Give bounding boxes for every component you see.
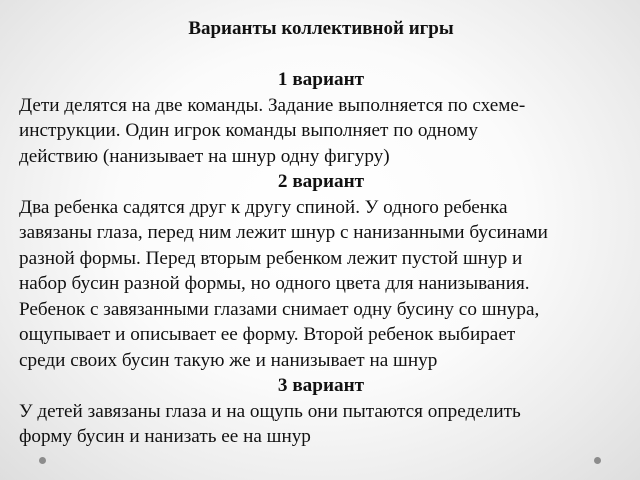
text-line: Два ребенка садятся друг к другу спиной. У одного ребенка <box>19 196 508 218</box>
slide-dot-left <box>39 457 46 464</box>
text-line: инструкции. Один игрок команды выполняет по одному <box>19 120 478 141</box>
text-line: разной формы. Перед вторым ребенком лежит пустой шнур и <box>19 247 523 269</box>
variant-3-text <box>19 399 623 450</box>
text-line: Дети делятся на две команды. Задание выполняется по схеме- <box>19 94 526 116</box>
text-line: У детей завязаны глаза и на ощупь они пытаются определить <box>19 400 521 422</box>
text-line: Ребенок с завязанными глазами снимает одну бусину со шнура, <box>19 298 540 320</box>
variant-1-text <box>19 93 623 170</box>
variant-1-heading: 1 вариант <box>277 69 365 90</box>
spacer <box>19 42 623 68</box>
text-line: действию (нанизывает на шнур одну фигуру) <box>19 145 390 167</box>
slide-content <box>19 16 623 450</box>
text-line: среди своих бусин такую же и нанизывает на шнур <box>19 349 438 371</box>
slide-dot-right <box>594 457 601 464</box>
text-line: завязаны глаза, перед ним лежит шнур с нанизанными бусинами <box>19 222 548 243</box>
text-line: набор бусин разной формы, но одного цвета для нанизывания. <box>19 273 530 294</box>
variant-2-text <box>19 195 623 374</box>
variant-3-heading: 3 вариант <box>277 375 365 396</box>
text-line: ощупывает и описывает ее форму. Второй ребенок выбирает <box>19 324 516 345</box>
variant-2-heading: 2 вариант <box>277 171 365 192</box>
text-line: форму бусин и нанизать ее на шнур <box>19 426 311 447</box>
page-title: Варианты коллективной игры <box>188 18 454 39</box>
